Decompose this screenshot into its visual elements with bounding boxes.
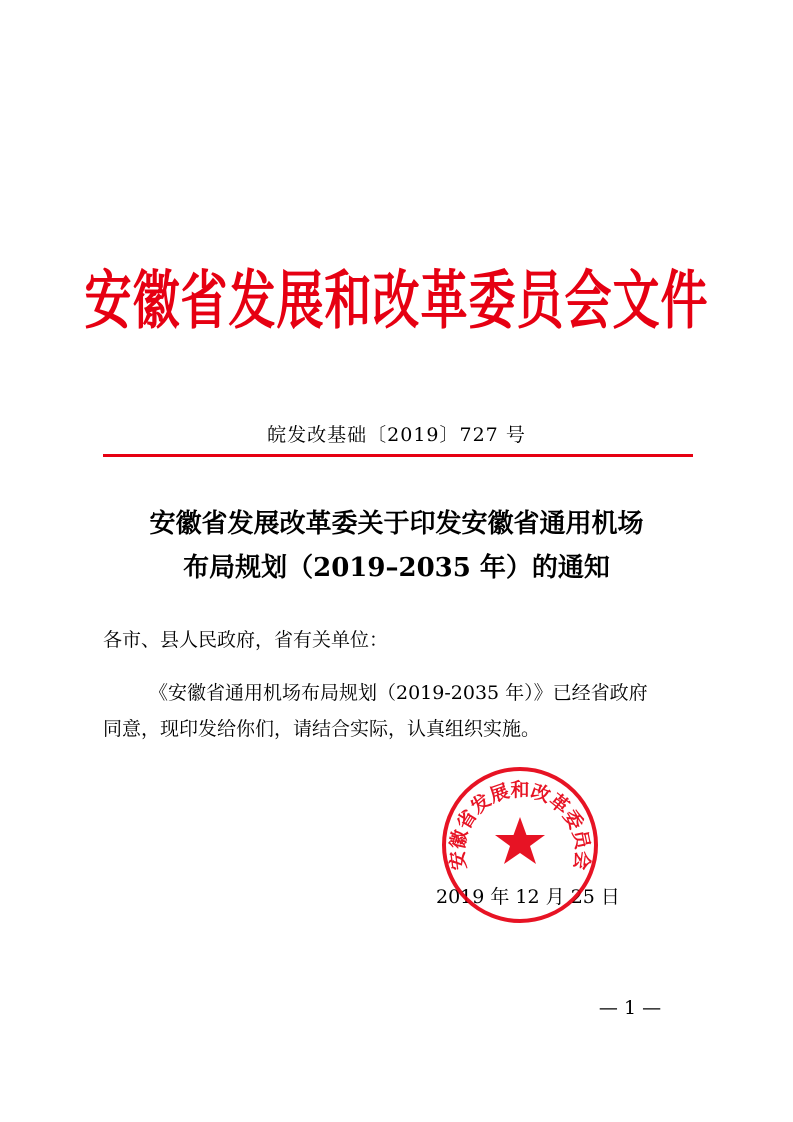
salutation: 各市、县人民政府，省有关单位： (103, 629, 389, 651)
paragraph-line-2: 同意，现印发给你们，请结合实际，认真组织实施。 (103, 718, 541, 740)
title-line-1: 安徽省发展改革委关于印发安徽省通用机场 (149, 509, 644, 539)
body-paragraph (103, 675, 703, 747)
document-title (0, 502, 793, 590)
seal-text: 安徽省发展和改革委员会 (446, 779, 594, 872)
document-number: 皖发改基础〔2019〕727 号 (267, 424, 526, 446)
seal-star-icon (495, 817, 545, 864)
page-number: — 1 — (598, 997, 662, 1019)
title-line-2: 布局规划（2019–2035 年）的通知 (183, 553, 610, 583)
red-divider-line (103, 454, 693, 457)
official-seal-stamp (440, 765, 600, 925)
issue-date: 2019 年 12 月 25 日 (436, 886, 620, 908)
document-masthead: 安徽省发展和改革委员会文件 (84, 264, 709, 339)
paragraph-line-1: 《安徽省通用机场布局规划（2019-2035 年）》已经省政府 (149, 682, 648, 704)
